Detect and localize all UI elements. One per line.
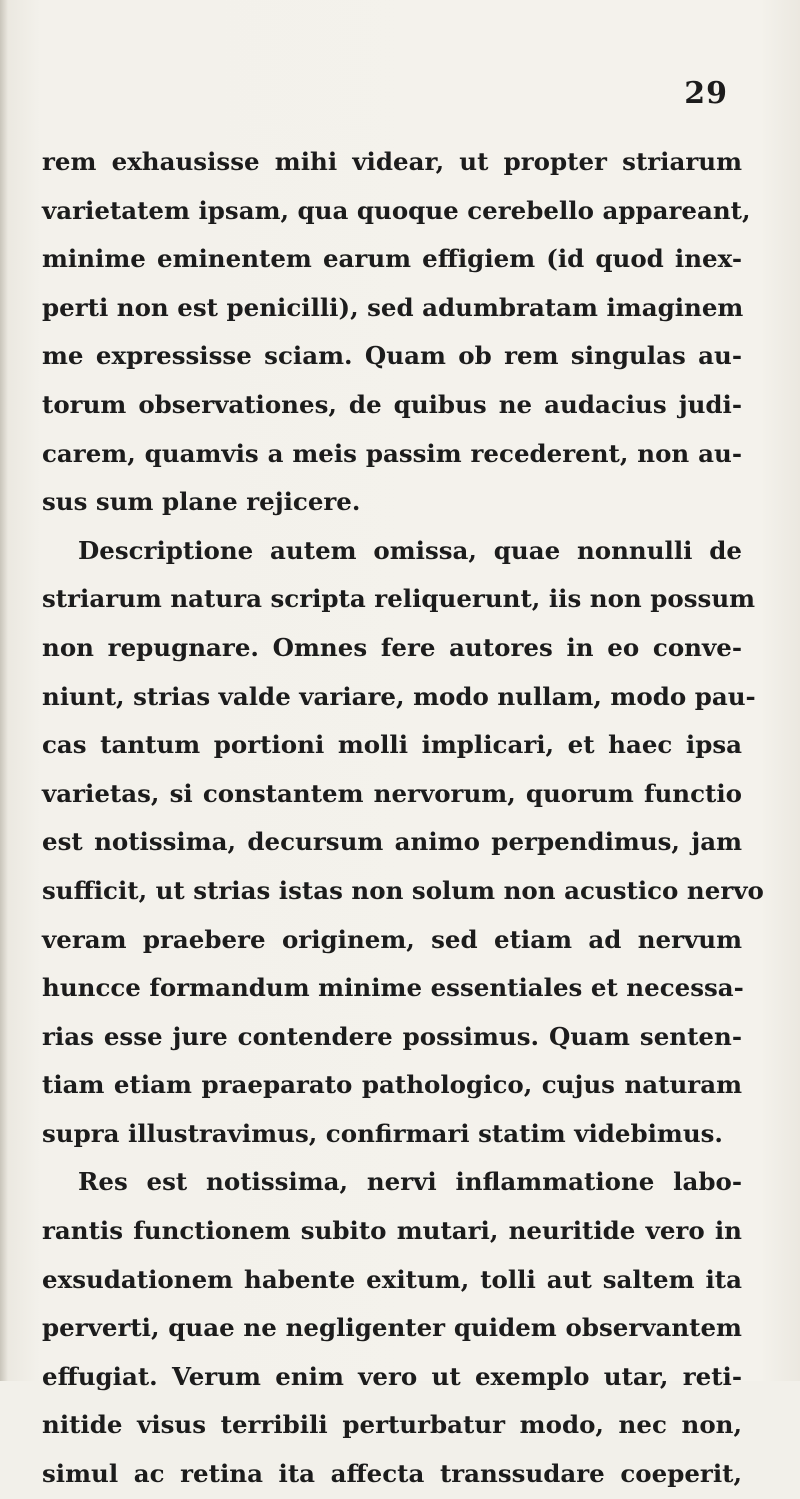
text-line: rem exhausisse mihi videar, ut propter striarum (42, 147, 742, 176)
text-line: perti non est penicilli), sed adumbratam imaginem (42, 292, 744, 322)
page-number: 29 (684, 76, 728, 111)
text-line: sufficit, ut strias istas non solum non acustico nervo (42, 875, 764, 905)
text-line: varietatem ipsam, qua quoque cerebello appareant, (42, 195, 751, 225)
text-line: veram praebere originem, sed etiam ad nervum (42, 924, 742, 954)
text-line: huncce formandum minime essentiales et necessa- (42, 973, 744, 1003)
text-line: carem, quamvis a meis passim recederent, non au- (42, 438, 742, 468)
text-line: simul ac retina ita affecta transsudare coeperit, (42, 1459, 742, 1489)
text-line: me expressisse sciam. Quam ob rem singulas au- (42, 341, 742, 371)
page-edge-shadow (0, 0, 8, 1381)
text-line: torum observationes, de quibus ne audacius judi- (42, 389, 742, 419)
text-line: niunt, strias valde variare, modo nullam, modo pau- (42, 681, 756, 711)
paragraph-end-line: supra illustravimus, confirmari statim videbimus. (42, 1118, 723, 1148)
text-line: tiam etiam praeparato pathologico, cujus naturam (42, 1070, 742, 1100)
text-line: rias esse jure contendere possimus. Quam senten- (42, 1021, 742, 1051)
text-line: non repugnare. Omnes fere autores in eo conve- (42, 632, 742, 662)
text-line: striarum natura scripta reliquerunt, iis non possum (42, 584, 756, 614)
text-line: nitide visus terribili perturbatur modo, nec non, (42, 1410, 742, 1440)
body-text (42, 138, 764, 1499)
paragraph-start-line: Descriptione autem omissa, quae nonnulli de (78, 535, 742, 565)
text-line: varietas, si constantem nervorum, quorum functio (42, 778, 742, 808)
text-line: cas tantum portioni molli implicari, et haec ipsa (42, 730, 742, 760)
text-line: exsudationem habente exitum, tolli aut saltem ita (42, 1264, 742, 1294)
text-line: minime eminentem earum effigiem (id quod inex- (42, 244, 742, 274)
text-line: effugiat. Verum enim vero ut exemplo utar, reti- (42, 1361, 742, 1391)
text-line: perverti, quae ne negligenter quidem observantem (42, 1313, 742, 1343)
paragraph-start-line: Res est notissima, nervi inflammatione labo- (78, 1167, 742, 1197)
text-line: est notissima, decursum animo perpendimus, jam (42, 827, 742, 857)
paragraph-end-line: sus sum plane rejicere. (42, 487, 361, 517)
text-line: rantis functionem subito mutari, neuritide vero in (42, 1216, 742, 1246)
